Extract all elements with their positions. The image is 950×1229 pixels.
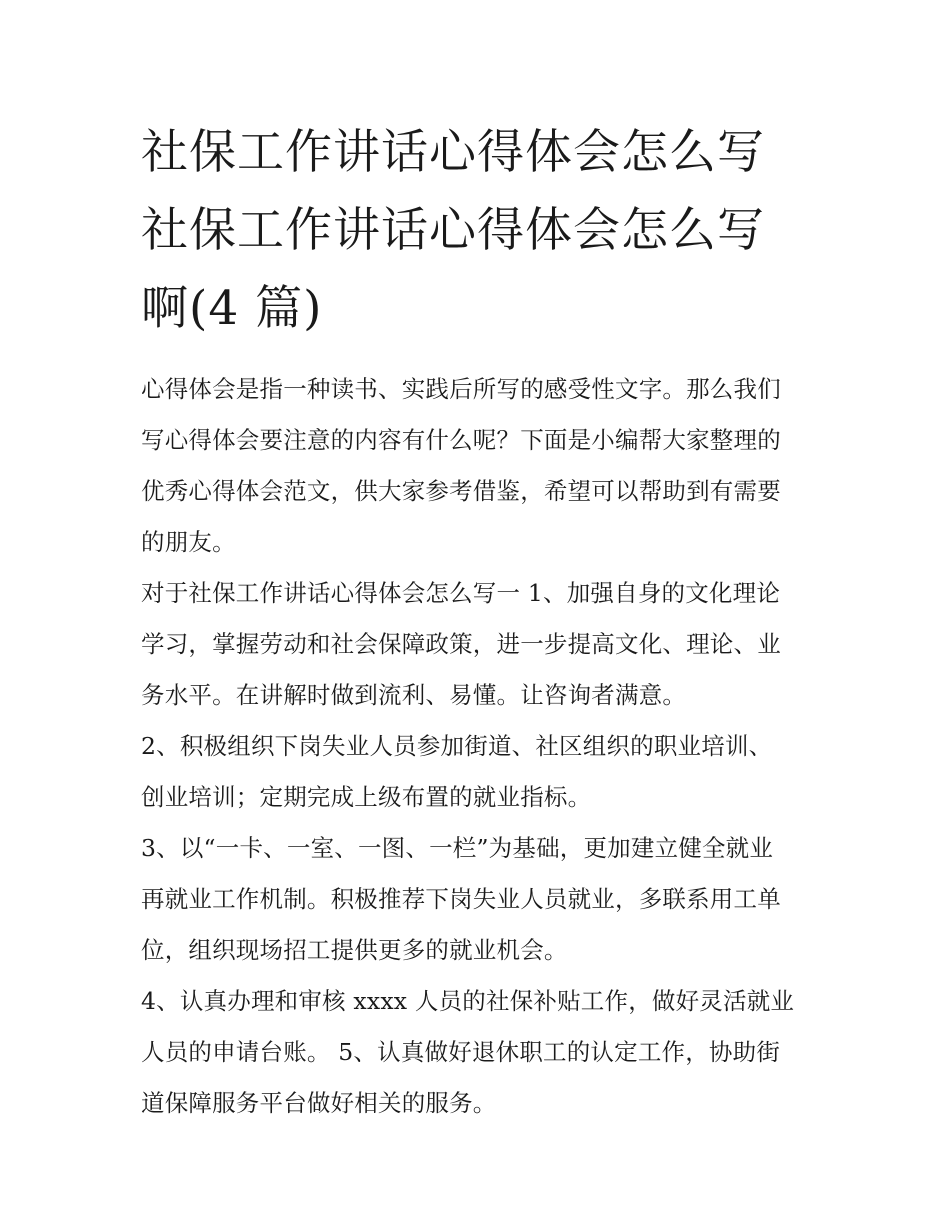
document-page (141, 114, 821, 1129)
text-line: 学习，掌握劳动和社会保障政策，进一步提高文化、理论、业 (141, 630, 781, 658)
text-line: 位，组织现场招工提供更多的就业机会。 (141, 936, 568, 964)
intro-paragraph (141, 364, 821, 568)
text-line: 人员的申请台账。 5、认真做好退休职工的认定工作，协助街 (141, 1038, 781, 1066)
item-2-paragraph (141, 721, 821, 823)
item-3-paragraph (141, 823, 821, 976)
text-line: 对于社保工作讲话心得体会怎么写一 1、加强自身的文化理论 (141, 579, 781, 607)
document-title (141, 114, 821, 348)
text-line: 写心得体会要注意的内容有什么呢？下面是小编帮大家整理的 (141, 426, 781, 454)
title-line-2: 社保工作讲话心得体会怎么写 (141, 203, 765, 258)
text-line: 创业培训；定期完成上级布置的就业指标。 (141, 783, 592, 811)
title-line-1: 社保工作讲话心得体会怎么写 (141, 125, 765, 180)
text-line: 3、以“一卡、一室、一图、一栏”为基础，更加建立健全就业 (141, 834, 774, 862)
item-4-5-paragraph (141, 976, 821, 1129)
text-line: 2、积极组织下岗失业人员参加街道、社区组织的职业培训、 (141, 732, 773, 760)
text-line: 优秀心得体会范文，供大家参考借鉴，希望可以帮助到有需要 (141, 477, 781, 505)
section-one-paragraph (141, 568, 821, 721)
text-line: 再就业工作机制。积极推荐下岗失业人员就业，多联系用工单 (141, 885, 781, 913)
text-line: 4、认真办理和审核 xxxx 人员的社保补贴工作，做好灵活就业 (141, 987, 795, 1015)
text-line: 的朋友。 (141, 528, 236, 556)
text-line: 道保障服务平台做好相关的服务。 (141, 1089, 497, 1117)
title-line-3: 啊(4 篇) (141, 281, 323, 336)
text-line: 心得体会是指一种读书、实践后所写的感受性文字。那么我们 (141, 375, 781, 403)
text-line: 务水平。在讲解时做到流利、易懂。让咨询者满意。 (141, 681, 687, 709)
